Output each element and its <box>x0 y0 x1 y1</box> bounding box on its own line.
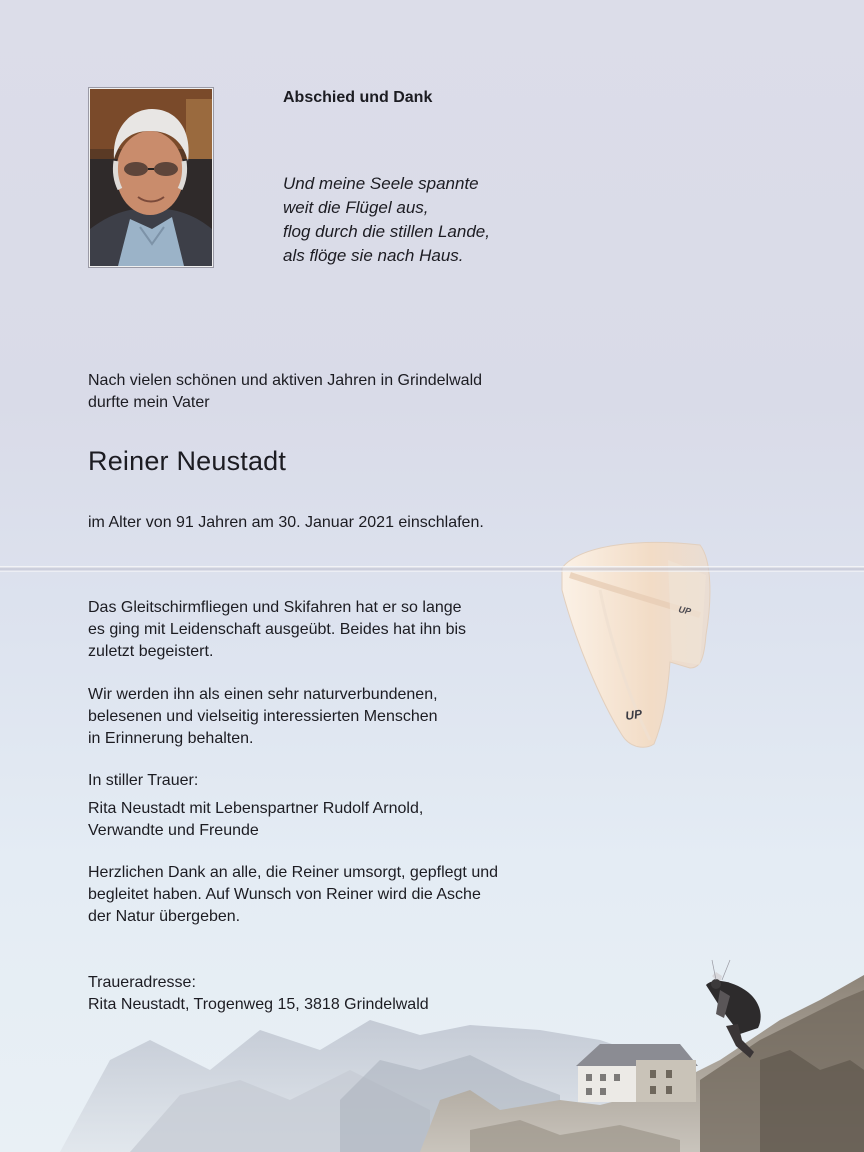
hobbies-paragraph <box>88 597 466 663</box>
address-label: Traueradresse: <box>88 974 196 991</box>
card-heading: Abschied und Dank <box>283 89 433 106</box>
paragraph-line: Wir werden ihn als einen sehr naturverbundenen, <box>88 686 438 703</box>
paragraph-line: Herzlichen Dank an alle, die Reiner umsorgt, gepflegt und <box>88 864 499 881</box>
paragraph-line: der Natur übergeben. <box>88 908 241 925</box>
mountain-hut <box>576 1044 698 1102</box>
paragraph-line: Das Gleitschirmfliegen und Skifahren hat er so lange <box>88 599 462 616</box>
paper-fold-line <box>0 566 864 572</box>
portrait-image <box>90 89 212 266</box>
mourner-line: Verwandte und Freunde <box>88 822 259 839</box>
age-date-line <box>88 512 484 534</box>
address-text: Rita Neustadt, Trogenweg 15, 3818 Grindelwald <box>88 996 429 1013</box>
glider-logo-bottom: UP <box>624 706 643 723</box>
deceased-name: Reiner Neustadt <box>88 446 287 476</box>
mourners-list <box>88 798 423 842</box>
portrait-photo <box>89 88 213 267</box>
poem-verse <box>283 172 490 268</box>
paraglider-wing <box>562 542 710 747</box>
paragraph-line: in Erinnerung behalten. <box>88 730 254 747</box>
thanks-paragraph <box>88 862 498 928</box>
age-date-text: im Alter von 91 Jahren am 30. Januar 2021 einschlafen. <box>88 514 484 531</box>
poem-line: weit die Flügel aus, <box>283 198 429 217</box>
intro-line: Nach vielen schönen und aktiven Jahren in Grindelwald <box>88 372 483 389</box>
paragraph-line: belesenen und vielseitig interessierten Menschen <box>88 708 438 725</box>
poem-line: Und meine Seele spannte <box>283 174 479 193</box>
mourner-line: Rita Neustadt mit Lebenspartner Rudolf Arnold, <box>88 800 424 817</box>
mourning-label-text: In stiller Trauer: <box>88 772 199 789</box>
mourning-label <box>88 770 198 792</box>
paragraph-line: zuletzt begeistert. <box>88 643 214 660</box>
glider-logo-top: UP <box>677 604 692 617</box>
intro-line: durfte mein Vater <box>88 394 210 411</box>
mourning-address <box>88 972 429 1016</box>
paragraph-line: es ging mit Leidenschaft ausgeübt. Beides hat ihn bis <box>88 621 467 638</box>
poem-line: als flöge sie nach Haus. <box>283 246 464 265</box>
paragraph-line: begleitet haben. Auf Wunsch von Reiner wird die Asche <box>88 886 481 903</box>
intro-text <box>88 370 482 414</box>
poem-line: flog durch die stillen Lande, <box>283 222 490 241</box>
memory-paragraph <box>88 684 438 750</box>
